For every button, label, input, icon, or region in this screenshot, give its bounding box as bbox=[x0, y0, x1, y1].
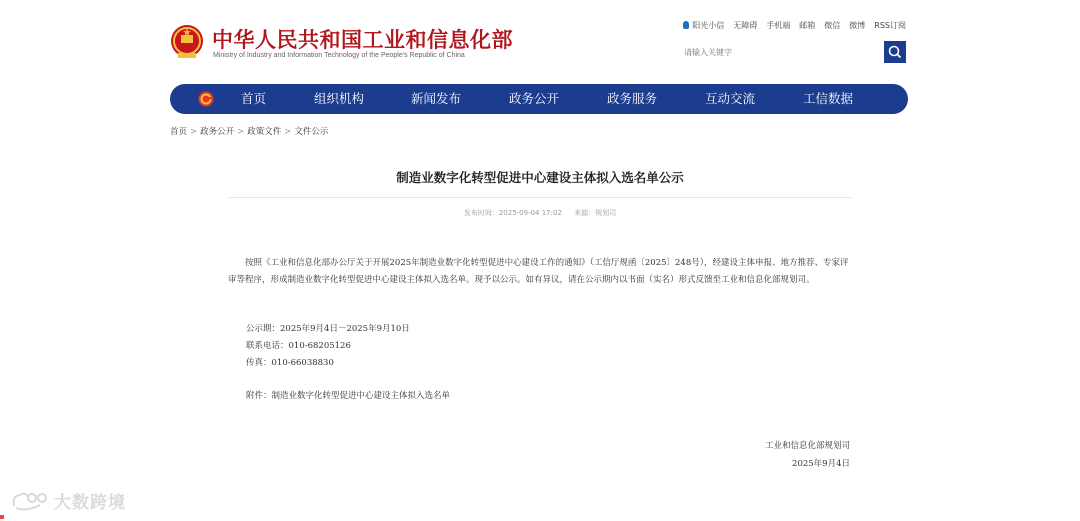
article-source: 来源：规划司 bbox=[574, 209, 617, 217]
corner-marker bbox=[0, 515, 4, 519]
search-input[interactable] bbox=[678, 41, 884, 63]
nav-news[interactable]: 新闻发布 bbox=[411, 91, 462, 106]
nav-government-services[interactable]: 政务服务 bbox=[607, 91, 658, 106]
sign-date: 2025年9月4日 bbox=[792, 459, 850, 469]
nav-home[interactable]: 首页 bbox=[241, 91, 267, 106]
contact-phone: 联系电话：010-68205126 bbox=[246, 341, 351, 351]
site-header bbox=[170, 18, 908, 68]
breadcrumb-announcements[interactable]: 文件公示 bbox=[294, 127, 329, 137]
nav-government-affairs[interactable]: 政务公开 bbox=[509, 91, 560, 106]
site-logo-icon[interactable] bbox=[198, 91, 214, 107]
main-nav bbox=[170, 84, 908, 114]
breadcrumb-separator: > bbox=[284, 127, 292, 137]
national-emblem-icon[interactable] bbox=[170, 23, 204, 61]
watermark bbox=[10, 488, 126, 513]
announcement-period: 公示期：2025年9月4日－2025年9月10日 bbox=[246, 324, 410, 334]
attachment-link[interactable]: 附件：制造业数字化转型促进中心建设主体拟入选名单 bbox=[246, 391, 451, 401]
toplink-wechat[interactable]: 微信 bbox=[824, 21, 841, 30]
nav-data[interactable]: 工信数据 bbox=[803, 91, 854, 106]
breadcrumb-government-affairs[interactable]: 政务公开 bbox=[200, 127, 235, 137]
nav-organization[interactable]: 组织机构 bbox=[314, 91, 365, 106]
toplink-rss[interactable]: RSS订阅 bbox=[874, 21, 906, 30]
breadcrumb-policy-documents[interactable]: 政策文件 bbox=[247, 127, 282, 137]
publish-time: 发布时间：2025-09-04 17:02 bbox=[463, 209, 562, 217]
signer: 工业和信息化部规划司 bbox=[764, 441, 850, 451]
article-title: 制造业数字化转型促进中心建设主体拟入选名单公示 bbox=[396, 170, 684, 185]
toplink-mobile[interactable]: 手机端 bbox=[766, 21, 791, 30]
breadcrumb bbox=[170, 125, 328, 137]
contact-fax: 传真：010-66038830 bbox=[246, 358, 334, 368]
site-title[interactable]: 中华人民共和国工业和信息化部 bbox=[212, 28, 513, 52]
search-button[interactable] bbox=[884, 41, 906, 63]
breadcrumb-home[interactable]: 首页 bbox=[170, 127, 188, 137]
site-subtitle: Ministry of Industry and Information Technology of the People's Republic of China bbox=[213, 52, 465, 59]
breadcrumb-separator: > bbox=[190, 127, 198, 137]
watermark-text: 大数跨境 bbox=[54, 493, 126, 513]
toplink-accessibility[interactable]: 无障碍 bbox=[733, 21, 758, 30]
lightbulb-icon bbox=[683, 21, 689, 29]
title-divider bbox=[228, 197, 852, 198]
breadcrumb-separator: > bbox=[237, 127, 245, 137]
nav-interaction[interactable]: 互动交流 bbox=[705, 91, 756, 106]
watermark-logo-icon bbox=[10, 490, 50, 512]
top-links bbox=[683, 20, 906, 31]
search-icon bbox=[884, 41, 906, 63]
article-body: 按照《工业和信息化部办公厅关于开展2025年制造业数字化转型促进中心建设工作的通知》（工信厅规函〔2025〕248号），经建设主体申报、地方推荐、专家评审等程序，形成制造业数字化转型促进中心建设主体拟入选名单。现予以公示。如有异议，请在公示期内以书面（实名）形式反馈至工业和信息化部规划司。 bbox=[228, 258, 849, 285]
toplink-weibo[interactable]: 微博 bbox=[849, 21, 866, 30]
toplink-sunshine[interactable]: 阳光小信 bbox=[683, 20, 724, 31]
toplink-mail[interactable]: 邮箱 bbox=[799, 21, 816, 30]
article-meta bbox=[0, 208, 1080, 218]
